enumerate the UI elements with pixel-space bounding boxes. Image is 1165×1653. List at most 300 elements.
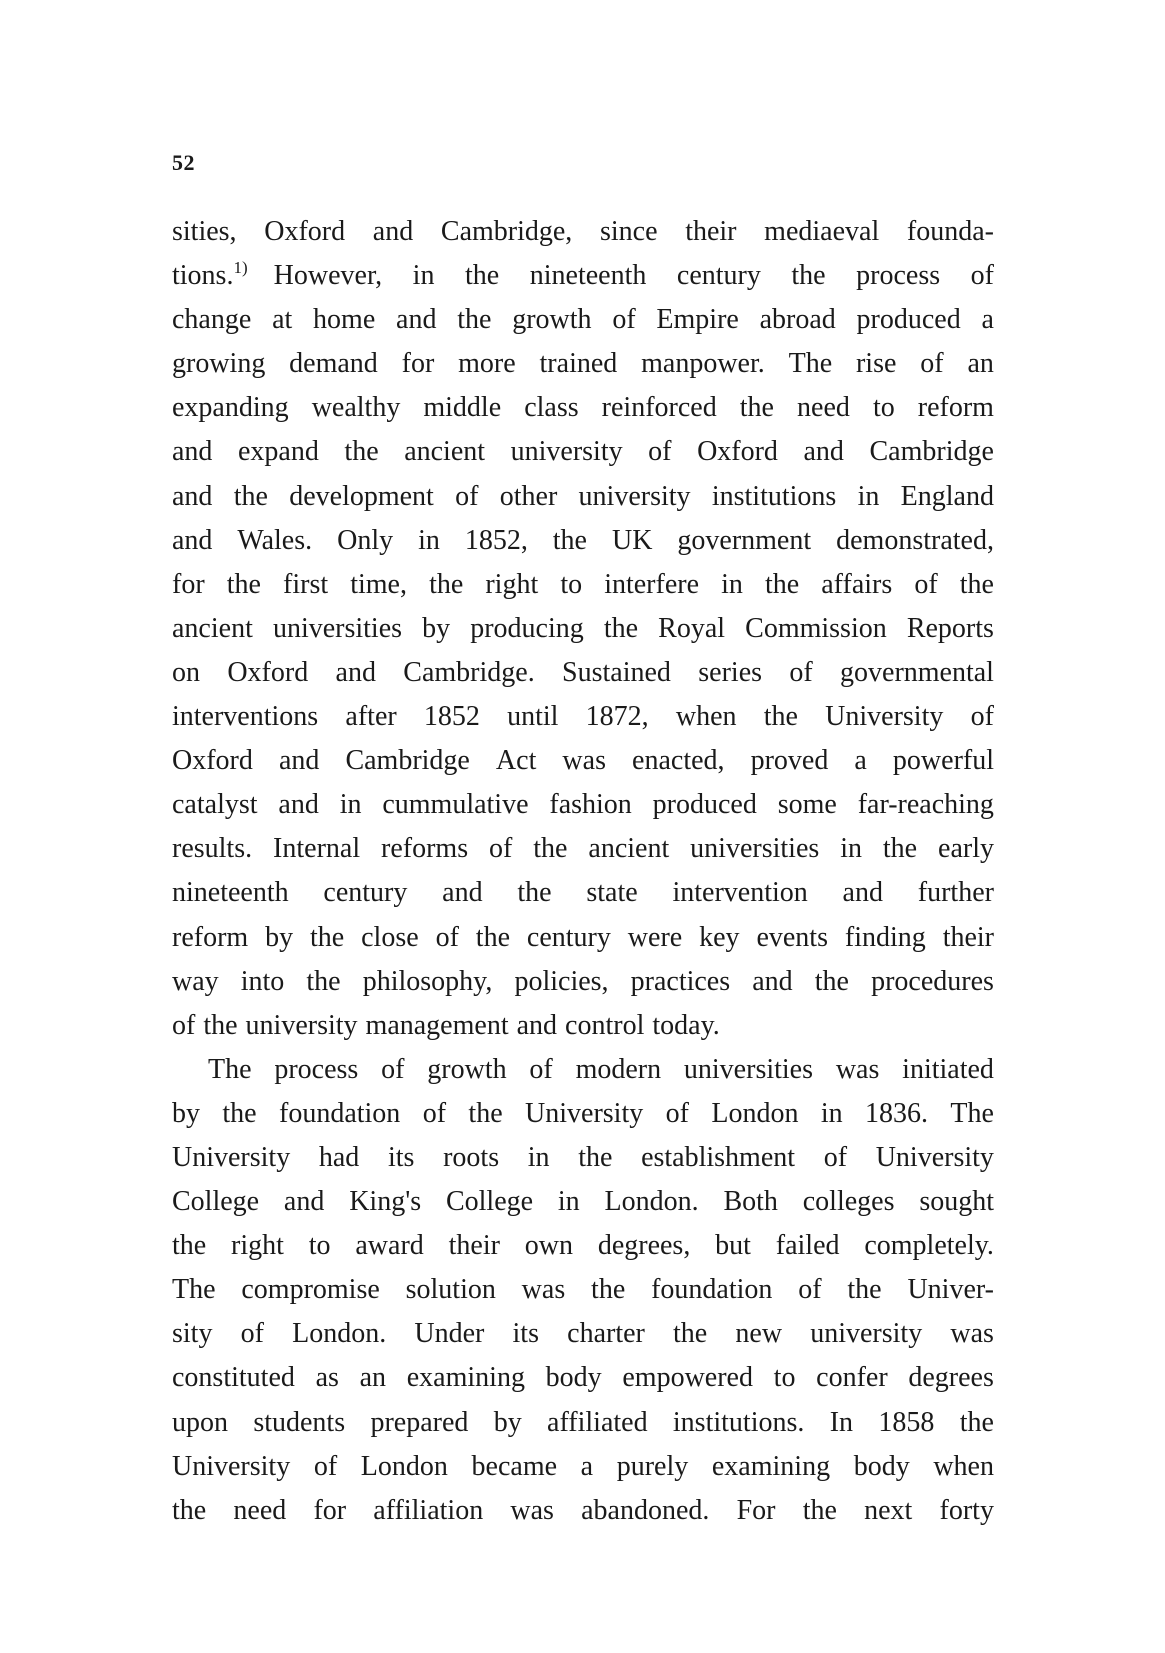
word: nineteenth [172, 877, 289, 909]
word: powerful [892, 745, 994, 777]
word: university [578, 480, 691, 512]
word: growing [172, 348, 266, 380]
word: intervention [672, 877, 808, 909]
word: right [231, 1230, 284, 1262]
word: the [591, 1274, 626, 1306]
word: mediaeval [764, 216, 880, 247]
word: UK [611, 524, 653, 556]
word: more [458, 348, 516, 380]
word: roots [443, 1141, 500, 1173]
word: own [524, 1230, 573, 1262]
word: compromise [241, 1274, 380, 1306]
word: of [455, 480, 479, 512]
word: had [318, 1141, 360, 1173]
word: wealthy [311, 392, 401, 424]
word: until [507, 701, 559, 733]
word: its [387, 1141, 415, 1173]
text-line [172, 1048, 994, 1092]
word: Royal [658, 612, 726, 644]
word: ancient [404, 436, 486, 468]
word: an [359, 1362, 387, 1394]
word: In [829, 1406, 854, 1438]
word: abandoned. [581, 1494, 710, 1526]
text-line [172, 607, 994, 651]
word: expanding [172, 392, 289, 424]
word: the [847, 1274, 882, 1306]
word: examining [406, 1362, 525, 1394]
word: the [814, 965, 849, 997]
word: after [345, 701, 397, 733]
word: government [677, 524, 812, 556]
word: colleges [802, 1186, 895, 1218]
word: affiliated [547, 1406, 648, 1438]
word: ancient [172, 612, 253, 644]
word: the [764, 568, 800, 600]
word: Both [723, 1186, 778, 1218]
word: its [512, 1318, 539, 1350]
word: and [372, 216, 414, 247]
word: examining [711, 1450, 831, 1482]
word: failed [775, 1230, 840, 1262]
word: foundation [279, 1097, 401, 1129]
word: today. [652, 1009, 720, 1041]
word: demand [289, 348, 378, 380]
word: the [517, 877, 552, 909]
word: of [920, 348, 944, 380]
word: fashion [549, 789, 632, 821]
text-line [172, 827, 994, 871]
word: finding [844, 921, 926, 953]
word: university [245, 1009, 358, 1041]
word: and [803, 436, 844, 468]
text-fragment [274, 254, 994, 298]
word: the [226, 568, 261, 600]
word: century [526, 921, 611, 953]
word: ancient [588, 833, 670, 865]
word: of [914, 568, 938, 600]
word: of [435, 921, 459, 953]
word: procedures [871, 965, 994, 997]
word: the [533, 833, 568, 865]
word: the [578, 1141, 613, 1173]
word: For [736, 1494, 776, 1526]
word: purely [616, 1450, 689, 1482]
word: in [820, 1097, 843, 1129]
word: universities [683, 1053, 813, 1085]
word: University [825, 701, 944, 733]
word: institutions [711, 480, 837, 512]
word: of [381, 1053, 405, 1085]
word: Cambridge [345, 745, 470, 777]
word: England [900, 480, 994, 512]
word: Oxford [264, 216, 346, 247]
word: the [468, 1097, 503, 1129]
text-line [172, 871, 994, 915]
word: other [499, 480, 558, 512]
word: the [475, 921, 511, 953]
word: modern [575, 1053, 662, 1085]
word: policies, [514, 965, 609, 997]
word: Only [337, 524, 394, 556]
word: University [875, 1141, 994, 1173]
word: demonstrated, [836, 524, 994, 556]
word: charter [567, 1318, 645, 1350]
word: first [283, 568, 329, 600]
word: growth [512, 304, 592, 336]
word: 1836. [865, 1097, 929, 1129]
word: university [810, 1318, 923, 1350]
word: and [442, 877, 483, 909]
word: need [797, 392, 850, 424]
word: for [172, 568, 205, 600]
word: results. [172, 833, 253, 865]
word: century [676, 260, 761, 292]
word: in [418, 524, 440, 556]
word: the [464, 260, 500, 292]
word: development [289, 480, 434, 512]
word: and [335, 656, 376, 688]
word: University [172, 1141, 291, 1173]
word: and [396, 304, 437, 336]
word: initiated [902, 1053, 994, 1085]
word: by [265, 921, 294, 953]
text-line [172, 960, 994, 1004]
word: on [172, 656, 200, 688]
word: Under [414, 1318, 485, 1350]
word: and [283, 1186, 325, 1218]
word: century [323, 877, 408, 909]
word: the [802, 1494, 837, 1526]
word: degrees [908, 1362, 994, 1394]
word: by [493, 1406, 522, 1438]
word: to [308, 1230, 331, 1262]
word: of [648, 436, 672, 468]
text-line-with-footnote [172, 254, 994, 298]
word: in [857, 480, 880, 512]
word: and [172, 480, 213, 512]
word: their [685, 216, 737, 247]
word: completely. [864, 1230, 994, 1262]
word: interventions [172, 701, 319, 733]
word: the [739, 392, 774, 424]
word: produced [856, 304, 961, 336]
word: the [882, 833, 918, 865]
word: and [842, 877, 883, 909]
word: College [172, 1186, 260, 1218]
word: of [313, 1450, 338, 1482]
text-line [172, 475, 994, 519]
word: became [471, 1450, 558, 1482]
word: for [313, 1494, 347, 1526]
word: further [917, 877, 994, 909]
word: their [942, 921, 994, 953]
text-fragment: tions. [172, 260, 234, 292]
word: proved [750, 745, 829, 777]
word: of [970, 701, 994, 733]
word: degrees, [597, 1230, 691, 1262]
word: their [448, 1230, 500, 1262]
word: the [172, 1230, 207, 1262]
text-line [172, 1268, 994, 1312]
word: practices [630, 965, 731, 997]
word: The [172, 1274, 216, 1306]
text-line [172, 1489, 994, 1533]
word: of [798, 1274, 822, 1306]
word: in [339, 789, 362, 821]
word: were [627, 921, 683, 953]
word: confer [816, 1362, 888, 1394]
text-line [172, 651, 994, 695]
word: manpower. [641, 348, 765, 380]
word: London. [604, 1186, 699, 1218]
word: key [699, 921, 740, 953]
text-line [172, 563, 994, 607]
word: produced [652, 789, 757, 821]
text-line [172, 519, 994, 563]
word: catalyst [172, 789, 258, 821]
text-line [172, 298, 994, 342]
word: new [735, 1318, 783, 1350]
word: of [789, 656, 813, 688]
text-line [172, 739, 994, 783]
word: the [172, 1494, 207, 1526]
word: since [599, 216, 658, 247]
word: 1872, [585, 701, 649, 733]
word: by [172, 1097, 200, 1129]
word: process [274, 1053, 359, 1085]
word: and [278, 789, 319, 821]
word: in [527, 1141, 550, 1173]
word: home [313, 304, 376, 336]
word: as [315, 1362, 339, 1394]
word: University [172, 1450, 291, 1482]
word: of [823, 1141, 848, 1173]
word: producing [470, 612, 584, 644]
word: University [525, 1097, 644, 1129]
word: was [510, 1494, 554, 1526]
word: right [485, 568, 539, 600]
word: Wales. [237, 524, 313, 556]
word: the [203, 1009, 238, 1041]
word: state [586, 877, 638, 909]
word: the [791, 260, 826, 292]
word: the [233, 480, 268, 512]
word: was [562, 745, 606, 777]
word: middle [423, 392, 502, 424]
word: institutions. [672, 1406, 805, 1438]
word: the [310, 921, 345, 953]
word: was [521, 1274, 566, 1306]
word: Reports [906, 612, 994, 644]
word: early [938, 833, 994, 865]
word: cummulative [382, 789, 529, 821]
word: London. [292, 1318, 387, 1350]
word: of [612, 304, 636, 336]
body-text [172, 210, 994, 1533]
word: the [959, 568, 994, 600]
paragraph-2 [172, 1048, 994, 1533]
word: growth [427, 1053, 507, 1085]
word: King's [349, 1186, 422, 1218]
word: London [360, 1450, 448, 1482]
word: in [721, 568, 743, 600]
word: the [959, 1406, 994, 1438]
word: reform [172, 921, 249, 953]
word: establishment [641, 1141, 796, 1173]
word: of [240, 1318, 264, 1350]
text-line [172, 386, 994, 430]
word: Empire [656, 304, 739, 336]
word: a [854, 745, 867, 777]
word: sity [172, 1318, 213, 1350]
text-line [172, 695, 994, 739]
word: The [208, 1053, 252, 1085]
word: universities [272, 612, 403, 644]
text-line [172, 1004, 994, 1048]
word: body [853, 1450, 910, 1482]
text-line [172, 342, 994, 386]
word: universities [690, 833, 820, 865]
word: close [361, 921, 419, 953]
word: the [457, 304, 492, 336]
word: the [429, 568, 464, 600]
word: was [835, 1053, 880, 1085]
word: Oxford [227, 656, 309, 688]
word: enacted, [632, 745, 725, 777]
word: body [545, 1362, 602, 1394]
word: change [172, 304, 252, 336]
paragraph-1 [172, 210, 994, 1048]
text-line [172, 1136, 994, 1180]
word: at [272, 304, 293, 336]
word: the [344, 436, 379, 468]
text-line [172, 1356, 994, 1400]
word: far-reaching [857, 789, 994, 821]
word: in [840, 833, 862, 865]
word: College [445, 1186, 534, 1218]
word: Oxford [172, 745, 253, 777]
word: the [306, 965, 341, 997]
word: rise [855, 348, 897, 380]
word: to [560, 568, 583, 600]
word: by [422, 612, 451, 644]
word: time, [350, 568, 407, 600]
word: and [516, 1009, 558, 1041]
word: The [950, 1097, 994, 1129]
word: the [673, 1318, 708, 1350]
word: empowered [622, 1362, 753, 1394]
word: 1852, [464, 524, 528, 556]
word: an [967, 348, 994, 380]
word: 1852 [423, 701, 480, 733]
word: to [773, 1362, 796, 1394]
word: Univer- [907, 1274, 994, 1306]
word: way [172, 965, 219, 997]
word: affiliation [373, 1494, 484, 1526]
word: governmental [840, 656, 994, 688]
word: when [675, 701, 737, 733]
text-line [172, 1312, 994, 1356]
word: in [412, 260, 435, 292]
word: Sustained [562, 656, 671, 688]
word: Internal [273, 833, 361, 865]
word: to [872, 392, 895, 424]
word: Oxford [697, 436, 778, 468]
word: series [698, 656, 763, 688]
word: founda- [906, 216, 994, 247]
page-number: 52 [172, 150, 195, 175]
word: next [864, 1494, 913, 1526]
word: of [665, 1097, 689, 1129]
word: abroad [759, 304, 836, 336]
word: need [233, 1494, 287, 1526]
text-line [172, 210, 994, 254]
word: interfere [604, 568, 700, 600]
word: control [565, 1009, 645, 1041]
word: 1858 [878, 1406, 935, 1438]
word: sought [919, 1186, 994, 1218]
word: of [172, 1009, 196, 1041]
word: sities, [172, 216, 237, 247]
word: but [715, 1230, 751, 1262]
word: expand [238, 436, 319, 468]
word: and [278, 745, 320, 777]
word: students [253, 1406, 346, 1438]
word: management [365, 1009, 509, 1041]
footnote-marker[interactable]: 1) [233, 258, 248, 278]
text-line [172, 430, 994, 474]
word: for [401, 348, 435, 380]
word: of [970, 260, 994, 292]
word: and [172, 524, 213, 556]
word: some [777, 789, 837, 821]
word: Commission [745, 612, 887, 644]
word: into [240, 965, 285, 997]
word: the [763, 701, 798, 733]
word: solution [405, 1274, 496, 1306]
text-line [172, 916, 994, 960]
text-line [172, 783, 994, 827]
word: However, [273, 260, 383, 292]
word: a [981, 304, 994, 336]
text-line [172, 1445, 994, 1489]
word: trained [539, 348, 618, 380]
word: the [222, 1097, 257, 1129]
word: philosophy, [362, 965, 493, 997]
word: London [711, 1097, 799, 1129]
word: was [950, 1318, 994, 1350]
word: reforms [381, 833, 469, 865]
word: Cambridge, [440, 216, 573, 247]
word: of [489, 833, 513, 865]
word: Act [495, 745, 537, 777]
word: reform [917, 392, 994, 424]
word: the [552, 524, 587, 556]
word: affairs [821, 568, 893, 600]
text-line [172, 1401, 994, 1445]
word: Cambridge [869, 436, 994, 468]
word: when [933, 1450, 994, 1482]
word: a [580, 1450, 594, 1482]
word: events [756, 921, 828, 953]
word: university [510, 436, 623, 468]
text-line [172, 1224, 994, 1268]
text-line [172, 1180, 994, 1224]
word: in [557, 1186, 580, 1218]
text-line [172, 1092, 994, 1136]
word: prepared [370, 1406, 469, 1438]
word: constituted [172, 1362, 295, 1394]
